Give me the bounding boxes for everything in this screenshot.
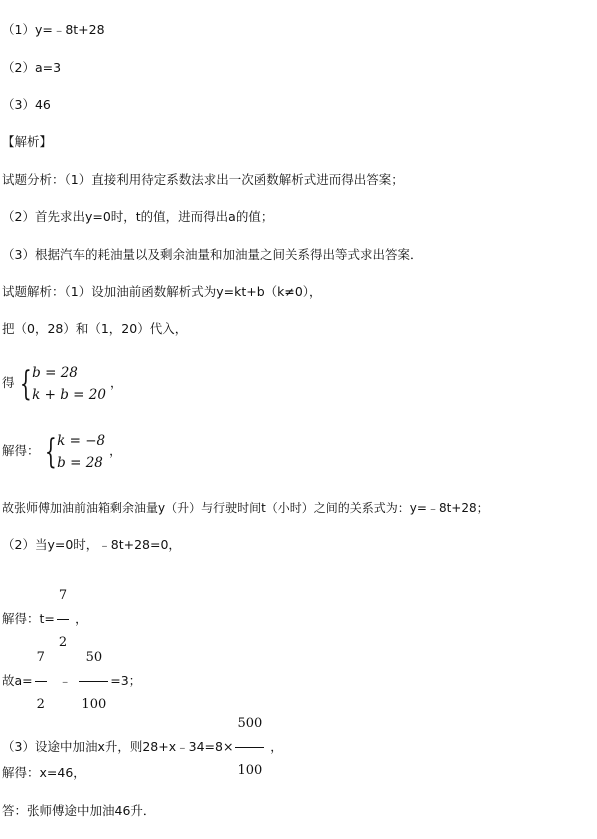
solve-a-suffix: =3； — [110, 673, 142, 688]
fraction-numerator: 7 — [36, 650, 45, 665]
fraction-x — [235, 702, 264, 793]
minus-sign: ﹣ — [58, 673, 72, 688]
solve-x-prefix: （3）设途中加油x升，则28+x﹣34=8× — [2, 739, 234, 754]
solution-step-1: 试题解析：（1）设加油前函数解析式为y=kt+b（k≠0）， — [2, 284, 322, 299]
solve-x-result: 解得：x=46， — [2, 765, 86, 780]
fraction-numerator: 50 — [85, 650, 103, 665]
system-1-prefix: 得 — [2, 375, 15, 390]
fraction-denominator: 100 — [79, 681, 108, 727]
fraction-numerator: 500 — [237, 716, 263, 731]
equation-system-1 — [2, 360, 122, 406]
solve-t-suffix: ， — [75, 611, 88, 626]
solution-relation: 故张师傅加油前油箱剩余油量y（升）与行驶时间t（小时）之间的关系式为：y=﹣8t+28； — [2, 501, 489, 515]
fraction-denominator: 100 — [235, 747, 264, 793]
fraction-denominator: 2 — [35, 681, 47, 727]
analysis-intro: 试题分析：（1）直接利用待定系数法求出一次函数解析式进而得出答案； — [2, 172, 404, 187]
analysis-step-2: （2）首先求出y=0时，t的值，进而得出a的值； — [2, 209, 274, 224]
fraction-numerator: 7 — [58, 588, 68, 603]
system-2-prefix: 解得： — [2, 443, 40, 458]
system-1-eq-1: b = 28 — [32, 364, 78, 381]
left-brace-icon: { — [44, 431, 57, 472]
solve-a-prefix: 故a= — [2, 673, 33, 688]
final-answer: 答：张师傅途中加油46升． — [2, 803, 156, 818]
analysis-step-3: （3）根据汽车的耗油量以及剩余油量和加油量之间关系得出等式求出答案． — [2, 247, 423, 262]
answer-1: （1）y=﹣8t+28 — [2, 22, 105, 37]
left-brace-icon: { — [19, 363, 32, 404]
answer-2: （2）a=3 — [2, 60, 62, 75]
fraction-denominator: 2 — [57, 619, 69, 665]
solve-t-prefix: 解得：t= — [2, 611, 55, 626]
system-1-equations — [32, 362, 106, 406]
answer-3: （3）46 — [2, 97, 51, 112]
system-2-eq-2: b = 28 — [57, 454, 103, 471]
system-2-suffix: ， — [109, 443, 122, 458]
analysis-header: 【解析】 — [2, 134, 53, 149]
solve-x-suffix: ， — [270, 739, 283, 754]
equation-system-2 — [2, 428, 122, 474]
solution-substitute: 把（0，28）和（1，20）代入， — [2, 321, 188, 336]
solution-part-2: （2）当y=0时，﹣8t+28=0， — [2, 537, 181, 552]
system-1-suffix: ， — [109, 375, 123, 390]
system-2-eq-1: k = −8 — [57, 432, 106, 449]
system-2-equations — [57, 430, 105, 474]
system-1-eq-2: k + b = 20 — [32, 386, 106, 403]
